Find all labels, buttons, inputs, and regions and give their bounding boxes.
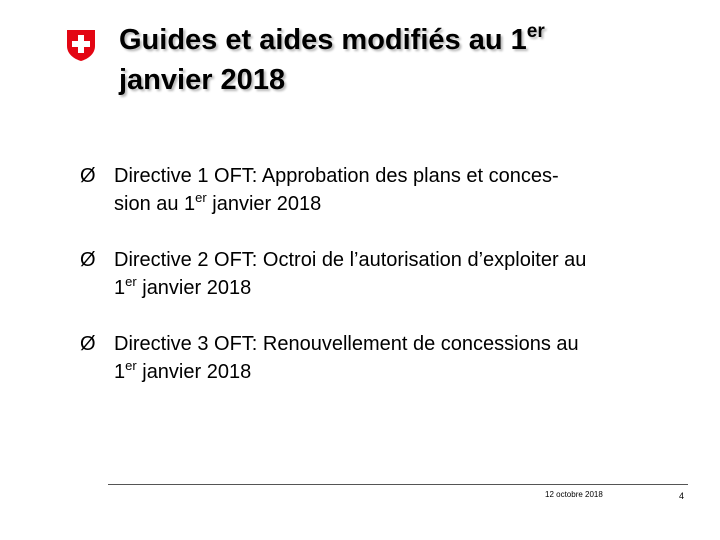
footer-date: 12 octobre 2018: [545, 490, 603, 499]
bullet-superscript: er: [125, 274, 137, 289]
arrowhead-bullet-icon: Ø: [80, 165, 96, 187]
title-line-2: janvier 2018: [119, 64, 286, 96]
bullet-text: sion au 1: [114, 193, 196, 215]
title-superscript: er: [526, 21, 545, 42]
bullet-superscript: er: [125, 358, 137, 373]
bullet-text: janvier 2018: [136, 361, 252, 383]
bullet-list: [80, 162, 700, 414]
swiss-cross-icon: [64, 28, 98, 62]
bullet-line-1: Directive 2 OFT: Octroi de l’autorisation d’exploiter au: [114, 249, 587, 271]
arrowhead-bullet-icon: Ø: [80, 249, 96, 271]
title-text: Guides et aides modifiés au 1: [119, 24, 527, 56]
page-number: 4: [679, 491, 685, 501]
bullet-line-1: Directive 3 OFT: Renouvellement de concessions au: [114, 333, 579, 355]
footer-divider: [108, 484, 688, 485]
bullet-line-2: [114, 274, 700, 302]
bullet-line-2: [114, 190, 700, 218]
bullet-line-2: [114, 358, 700, 386]
bullet-text: 1: [114, 361, 126, 383]
bullet-line-1: Directive 1 OFT: Approbation des plans et conces-: [114, 165, 559, 187]
arrowhead-bullet-icon: Ø: [80, 333, 96, 355]
list-item: [80, 246, 700, 302]
list-item: [80, 162, 700, 218]
bullet-text: janvier 2018: [206, 193, 322, 215]
title-line-1: [119, 20, 679, 60]
page-title: [119, 20, 679, 100]
bullet-text: janvier 2018: [136, 277, 252, 299]
list-item: [80, 330, 700, 386]
bullet-superscript: er: [195, 190, 207, 205]
bullet-text: 1: [114, 277, 126, 299]
